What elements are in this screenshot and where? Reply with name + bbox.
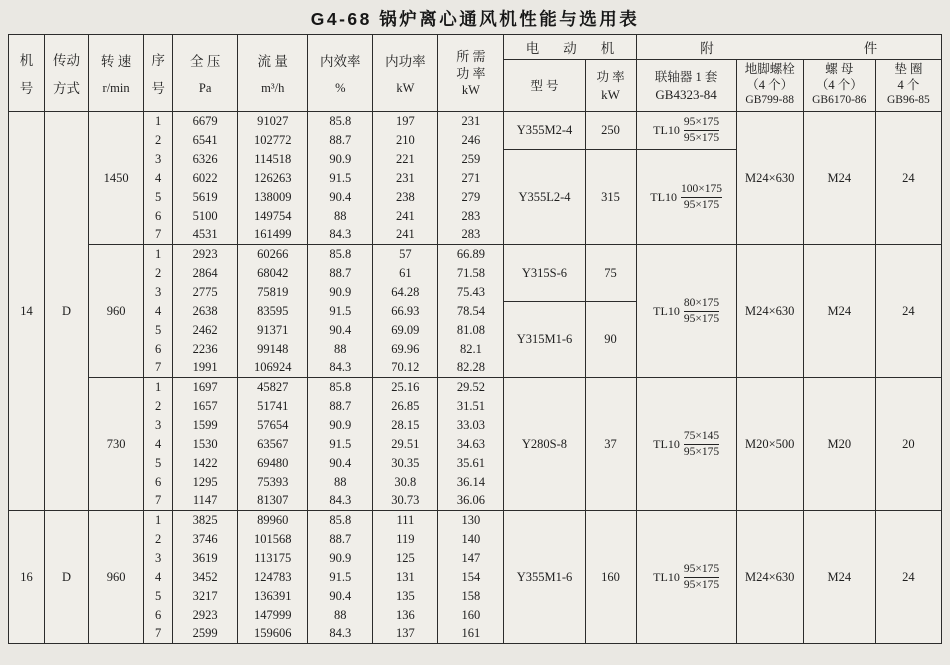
efficiency-cell: 90.9 — [308, 283, 373, 302]
washer-cell: 24 — [875, 511, 941, 644]
pressure-cell: 3746 — [173, 530, 238, 549]
seq-cell: 2 — [144, 131, 173, 150]
pressure-cell: 1422 — [173, 454, 238, 473]
required-power-cell: 147 — [438, 549, 504, 568]
flow-cell: 136391 — [238, 587, 308, 606]
internal-power-cell: 238 — [373, 188, 438, 207]
pressure-cell: 1599 — [173, 416, 238, 435]
internal-power-cell: 119 — [373, 530, 438, 549]
internal-power-cell: 221 — [373, 150, 438, 169]
required-power-cell: 78.54 — [438, 302, 504, 321]
flow-cell: 114518 — [238, 150, 308, 169]
efficiency-cell: 90.9 — [308, 150, 373, 169]
flow-cell: 99148 — [238, 340, 308, 359]
fan-performance-table — [8, 34, 942, 644]
pressure-cell: 3825 — [173, 511, 238, 530]
internal-power-cell: 28.15 — [373, 416, 438, 435]
washer-cell: 20 — [875, 378, 941, 511]
anchor-bolt-cell: M24×630 — [736, 112, 803, 245]
header-std-code: GB799-88 — [745, 94, 794, 107]
header-char: 附 — [700, 41, 714, 56]
required-power-cell: 71.58 — [438, 264, 504, 283]
required-power-cell: 75.43 — [438, 283, 504, 302]
nut-cell: M24 — [803, 511, 875, 644]
seq-cell: 2 — [144, 264, 173, 283]
coupling-cell — [636, 378, 736, 511]
coupling-spec: TL10 $\frac{80\times 175}{95\times 175}$ — [653, 296, 720, 325]
drive-mode-cell: D — [45, 511, 89, 644]
required-power-cell: 271 — [438, 169, 504, 188]
internal-power-cell: 241 — [373, 226, 438, 245]
pressure-cell: 6022 — [173, 169, 238, 188]
speed-cell: 960 — [89, 245, 144, 378]
internal-power-cell: 125 — [373, 549, 438, 568]
efficiency-cell: 88 — [308, 473, 373, 492]
flow-cell: 106924 — [238, 359, 308, 378]
efficiency-cell: 90.4 — [308, 587, 373, 606]
efficiency-cell: 91.5 — [308, 435, 373, 454]
motor-model-cell: Y355L2-4 — [504, 150, 585, 245]
pressure-cell: 4531 — [173, 226, 238, 245]
seq-cell: 7 — [144, 359, 173, 378]
efficiency-cell: 90.4 — [308, 188, 373, 207]
required-power-cell: 259 — [438, 150, 504, 169]
motor-power-cell: 250 — [585, 112, 636, 150]
header-std-code: GB96-85 — [886, 94, 930, 107]
internal-power-cell: 137 — [373, 625, 438, 644]
required-power-cell: 81.08 — [438, 321, 504, 340]
motor-power-cell: 160 — [585, 511, 636, 644]
internal-power-cell: 69.09 — [373, 321, 438, 340]
nut-cell: M20 — [803, 378, 875, 511]
required-power-cell: 29.52 — [438, 378, 504, 397]
efficiency-cell: 88 — [308, 340, 373, 359]
pressure-cell: 2236 — [173, 340, 238, 359]
header-line: 号 — [151, 81, 165, 97]
nut-cell: M24 — [803, 245, 875, 378]
washer-cell: 24 — [875, 112, 941, 245]
efficiency-cell: 84.3 — [308, 625, 373, 644]
col-header-motor-group — [504, 35, 636, 60]
pressure-cell: 1991 — [173, 359, 238, 378]
motor-model-cell: Y355M1-6 — [504, 511, 585, 644]
internal-power-cell: 136 — [373, 606, 438, 625]
pressure-cell: 2923 — [173, 245, 238, 264]
seq-cell: 1 — [144, 378, 173, 397]
internal-power-cell: 66.93 — [373, 302, 438, 321]
required-power-cell: 279 — [438, 188, 504, 207]
pressure-cell: 2599 — [173, 625, 238, 644]
seq-cell: 7 — [144, 625, 173, 644]
pressure-cell: 2864 — [173, 264, 238, 283]
efficiency-cell: 88.7 — [308, 264, 373, 283]
pressure-cell: 1530 — [173, 435, 238, 454]
col-header-pressure — [173, 35, 238, 112]
flow-cell: 101568 — [238, 530, 308, 549]
pressure-cell: 3452 — [173, 568, 238, 587]
header-unit: kW — [461, 82, 480, 97]
required-power-cell: 160 — [438, 606, 504, 625]
anchor-bolt-cell: M24×630 — [736, 245, 803, 378]
coupling-spec: TL10 $\frac{100\times 175}{95\times 175}$ — [650, 182, 722, 211]
efficiency-cell: 88.7 — [308, 397, 373, 416]
flow-cell: 51741 — [238, 397, 308, 416]
required-power-cell: 36.06 — [438, 492, 504, 511]
seq-cell: 5 — [144, 321, 173, 340]
seq-cell: 7 — [144, 492, 173, 511]
efficiency-cell: 88.7 — [308, 131, 373, 150]
header-unit: Pa — [198, 80, 212, 95]
efficiency-cell: 84.3 — [308, 492, 373, 511]
col-header-motor-power — [585, 60, 636, 112]
header-unit: kW — [396, 80, 415, 95]
seq-cell: 6 — [144, 606, 173, 625]
efficiency-cell: 84.3 — [308, 359, 373, 378]
internal-power-cell: 210 — [373, 131, 438, 150]
coupling-cell — [636, 245, 736, 378]
motor-power-cell: 75 — [585, 245, 636, 302]
header-line: 转 速 — [100, 54, 132, 70]
seq-cell: 4 — [144, 435, 173, 454]
internal-power-cell: 57 — [373, 245, 438, 264]
header-line: （4 个） — [815, 77, 863, 92]
required-power-cell: 246 — [438, 131, 504, 150]
col-header-anchor-bolt — [736, 60, 803, 112]
pressure-cell: 2638 — [173, 302, 238, 321]
seq-cell: 6 — [144, 340, 173, 359]
speed-cell: 1450 — [89, 112, 144, 245]
internal-power-cell: 197 — [373, 112, 438, 131]
flow-cell: 75393 — [238, 473, 308, 492]
header-char: 动 — [563, 41, 577, 56]
pressure-cell: 3217 — [173, 587, 238, 606]
data-row — [9, 378, 942, 397]
data-row — [9, 511, 942, 530]
flow-cell: 89960 — [238, 511, 308, 530]
pressure-cell: 6326 — [173, 150, 238, 169]
header-line: 全 压 — [189, 54, 221, 70]
header-line: 功 率 — [596, 69, 625, 84]
flow-cell: 113175 — [238, 549, 308, 568]
flow-cell: 147999 — [238, 606, 308, 625]
required-power-cell: 82.28 — [438, 359, 504, 378]
pressure-cell: 5619 — [173, 188, 238, 207]
required-power-cell: 31.51 — [438, 397, 504, 416]
efficiency-cell: 85.8 — [308, 511, 373, 530]
flow-cell: 68042 — [238, 264, 308, 283]
required-power-cell: 33.03 — [438, 416, 504, 435]
seq-cell: 5 — [144, 454, 173, 473]
header-line: 内功率 — [385, 54, 426, 70]
col-header-motor-model — [504, 60, 585, 112]
required-power-cell: 66.89 — [438, 245, 504, 264]
internal-power-cell: 26.85 — [373, 397, 438, 416]
required-power-cell: 154 — [438, 568, 504, 587]
seq-cell: 7 — [144, 226, 173, 245]
internal-power-cell: 61 — [373, 264, 438, 283]
header-line: 地脚螺栓 — [744, 62, 795, 77]
col-header-speed — [89, 35, 144, 112]
pressure-cell: 2462 — [173, 321, 238, 340]
col-header-required-power — [438, 35, 504, 112]
coupling-spec: TL10 $\frac{95\times 175}{95\times 175}$ — [653, 116, 720, 144]
internal-power-cell: 30.8 — [373, 473, 438, 492]
required-power-cell: 283 — [438, 226, 504, 245]
col-header-nut — [803, 60, 875, 112]
seq-cell: 2 — [144, 397, 173, 416]
efficiency-cell: 88 — [308, 207, 373, 226]
flow-cell: 69480 — [238, 454, 308, 473]
required-power-cell: 35.61 — [438, 454, 504, 473]
header-line: 机 — [19, 52, 34, 68]
internal-power-cell: 231 — [373, 169, 438, 188]
header-line: 方式 — [53, 81, 81, 97]
seq-cell: 3 — [144, 549, 173, 568]
flow-cell: 75819 — [238, 283, 308, 302]
washer-cell: 24 — [875, 245, 941, 378]
seq-cell: 1 — [144, 245, 173, 264]
pressure-cell: 1697 — [173, 378, 238, 397]
required-power-cell: 283 — [438, 207, 504, 226]
efficiency-cell: 85.8 — [308, 245, 373, 264]
col-header-flow — [238, 35, 308, 112]
col-header-seq — [144, 35, 173, 112]
header-char: 件 — [863, 41, 878, 56]
table-body — [9, 112, 942, 644]
header-line: 功 率 — [456, 65, 486, 81]
flow-cell: 63567 — [238, 435, 308, 454]
header-unit: m³/h — [261, 80, 285, 95]
efficiency-cell: 88 — [308, 606, 373, 625]
pressure-cell: 1295 — [173, 473, 238, 492]
seq-cell: 2 — [144, 530, 173, 549]
coupling-cell — [636, 112, 736, 150]
seq-cell: 5 — [144, 188, 173, 207]
header-unit: kW — [601, 86, 620, 102]
col-header-efficiency — [308, 35, 373, 112]
seq-cell: 5 — [144, 587, 173, 606]
efficiency-cell: 85.8 — [308, 378, 373, 397]
efficiency-cell: 90.4 — [308, 321, 373, 340]
header-line: 型 号 — [530, 78, 559, 93]
col-header-internal-power — [373, 35, 438, 112]
header-char: 电 — [525, 41, 540, 56]
header-line: 4 个 — [897, 77, 920, 92]
flow-cell: 45827 — [238, 378, 308, 397]
seq-cell: 3 — [144, 150, 173, 169]
col-header-accessories-group — [636, 35, 941, 60]
header-line: 垫 圈 — [894, 62, 923, 77]
anchor-bolt-cell: M24×630 — [736, 511, 803, 644]
seq-cell: 6 — [144, 207, 173, 226]
col-header-drive-mode — [45, 35, 89, 112]
page-title: G4-68 锅炉离心通风机性能与选用表 — [310, 9, 640, 29]
col-header-machine-no — [9, 35, 45, 112]
flow-cell: 91027 — [238, 112, 308, 131]
header-line: 内效率 — [320, 54, 361, 70]
pressure-cell: 2923 — [173, 606, 238, 625]
motor-model-cell: Y280S-8 — [504, 378, 585, 511]
speed-cell: 960 — [89, 511, 144, 644]
internal-power-cell: 135 — [373, 587, 438, 606]
header-std-code: GB4323-84 — [655, 86, 717, 102]
coupling-spec: TL10 $\frac{95\times 175}{95\times 175}$ — [653, 562, 720, 591]
pressure-cell: 5100 — [173, 207, 238, 226]
motor-power-cell: 315 — [585, 150, 636, 245]
seq-cell: 4 — [144, 568, 173, 587]
header-line: 螺 母 — [825, 62, 854, 77]
flow-cell: 138009 — [238, 188, 308, 207]
col-header-washer — [875, 60, 941, 112]
col-header-coupling — [636, 60, 736, 112]
flow-cell: 60266 — [238, 245, 308, 264]
efficiency-cell: 91.5 — [308, 568, 373, 587]
header-line: 号 — [19, 81, 34, 97]
internal-power-cell: 25.16 — [373, 378, 438, 397]
internal-power-cell: 29.51 — [373, 435, 438, 454]
coupling-spec: TL10 $\frac{75\times 145}{95\times 175}$ — [653, 429, 720, 458]
flow-cell: 161499 — [238, 226, 308, 245]
internal-power-cell: 241 — [373, 207, 438, 226]
required-power-cell: 161 — [438, 625, 504, 644]
motor-model-cell: Y315M1-6 — [504, 302, 585, 378]
motor-model-cell: Y315S-6 — [504, 245, 585, 302]
required-power-cell: 36.14 — [438, 473, 504, 492]
efficiency-cell: 88.7 — [308, 530, 373, 549]
efficiency-cell: 85.8 — [308, 112, 373, 131]
flow-cell: 149754 — [238, 207, 308, 226]
required-power-cell: 82.1 — [438, 340, 504, 359]
pressure-cell: 1147 — [173, 492, 238, 511]
internal-power-cell: 70.12 — [373, 359, 438, 378]
seq-cell: 4 — [144, 302, 173, 321]
flow-cell: 91371 — [238, 321, 308, 340]
header-line: 流 量 — [257, 54, 288, 70]
efficiency-cell: 91.5 — [308, 169, 373, 188]
coupling-cell — [636, 511, 736, 644]
flow-cell: 159606 — [238, 625, 308, 644]
internal-power-cell: 30.73 — [373, 492, 438, 511]
internal-power-cell: 30.35 — [373, 454, 438, 473]
speed-cell: 730 — [89, 378, 144, 511]
flow-cell: 124783 — [238, 568, 308, 587]
nut-cell: M24 — [803, 112, 875, 245]
flow-cell: 126263 — [238, 169, 308, 188]
drive-mode-cell: D — [45, 112, 89, 511]
required-power-cell: 140 — [438, 530, 504, 549]
motor-power-cell: 37 — [585, 378, 636, 511]
header-char: 机 — [600, 41, 615, 56]
required-power-cell: 130 — [438, 511, 504, 530]
header-std-code: GB6170-86 — [812, 94, 867, 107]
data-row — [9, 245, 942, 264]
header-line: 联轴器 1 套 — [654, 69, 718, 84]
pressure-cell: 3619 — [173, 549, 238, 568]
seq-cell: 6 — [144, 473, 173, 492]
internal-power-cell: 111 — [373, 511, 438, 530]
required-power-cell: 34.63 — [438, 435, 504, 454]
pressure-cell: 6679 — [173, 112, 238, 131]
efficiency-cell: 90.9 — [308, 416, 373, 435]
flow-cell: 83595 — [238, 302, 308, 321]
flow-cell: 57654 — [238, 416, 308, 435]
pressure-cell: 6541 — [173, 131, 238, 150]
header-row-groups — [9, 35, 942, 60]
internal-power-cell: 64.28 — [373, 283, 438, 302]
header-unit: r/min — [102, 80, 130, 95]
flow-cell: 81307 — [238, 492, 308, 511]
header-line: 序 — [151, 52, 165, 68]
required-power-cell: 158 — [438, 587, 504, 606]
machine-no-cell: 16 — [9, 511, 45, 644]
flow-cell: 102772 — [238, 131, 308, 150]
seq-cell: 1 — [144, 511, 173, 530]
header-unit: % — [335, 80, 346, 95]
header-line: 所 需 — [456, 48, 486, 64]
required-power-cell: 231 — [438, 112, 504, 131]
efficiency-cell: 84.3 — [308, 226, 373, 245]
motor-power-cell: 90 — [585, 302, 636, 378]
data-row — [9, 112, 942, 131]
header-line: 传动 — [53, 52, 81, 68]
pressure-cell: 2775 — [173, 283, 238, 302]
seq-cell: 3 — [144, 416, 173, 435]
anchor-bolt-cell: M20×500 — [736, 378, 803, 511]
pressure-cell: 1657 — [173, 397, 238, 416]
machine-no-cell: 14 — [9, 112, 45, 511]
header-line: （4 个） — [746, 77, 794, 92]
seq-cell: 4 — [144, 169, 173, 188]
coupling-cell — [636, 150, 736, 245]
motor-model-cell: Y355M2-4 — [504, 112, 585, 150]
internal-power-cell: 131 — [373, 568, 438, 587]
efficiency-cell: 90.4 — [308, 454, 373, 473]
efficiency-cell: 90.9 — [308, 549, 373, 568]
seq-cell: 3 — [144, 283, 173, 302]
seq-cell: 1 — [144, 112, 173, 131]
efficiency-cell: 91.5 — [308, 302, 373, 321]
internal-power-cell: 69.96 — [373, 340, 438, 359]
